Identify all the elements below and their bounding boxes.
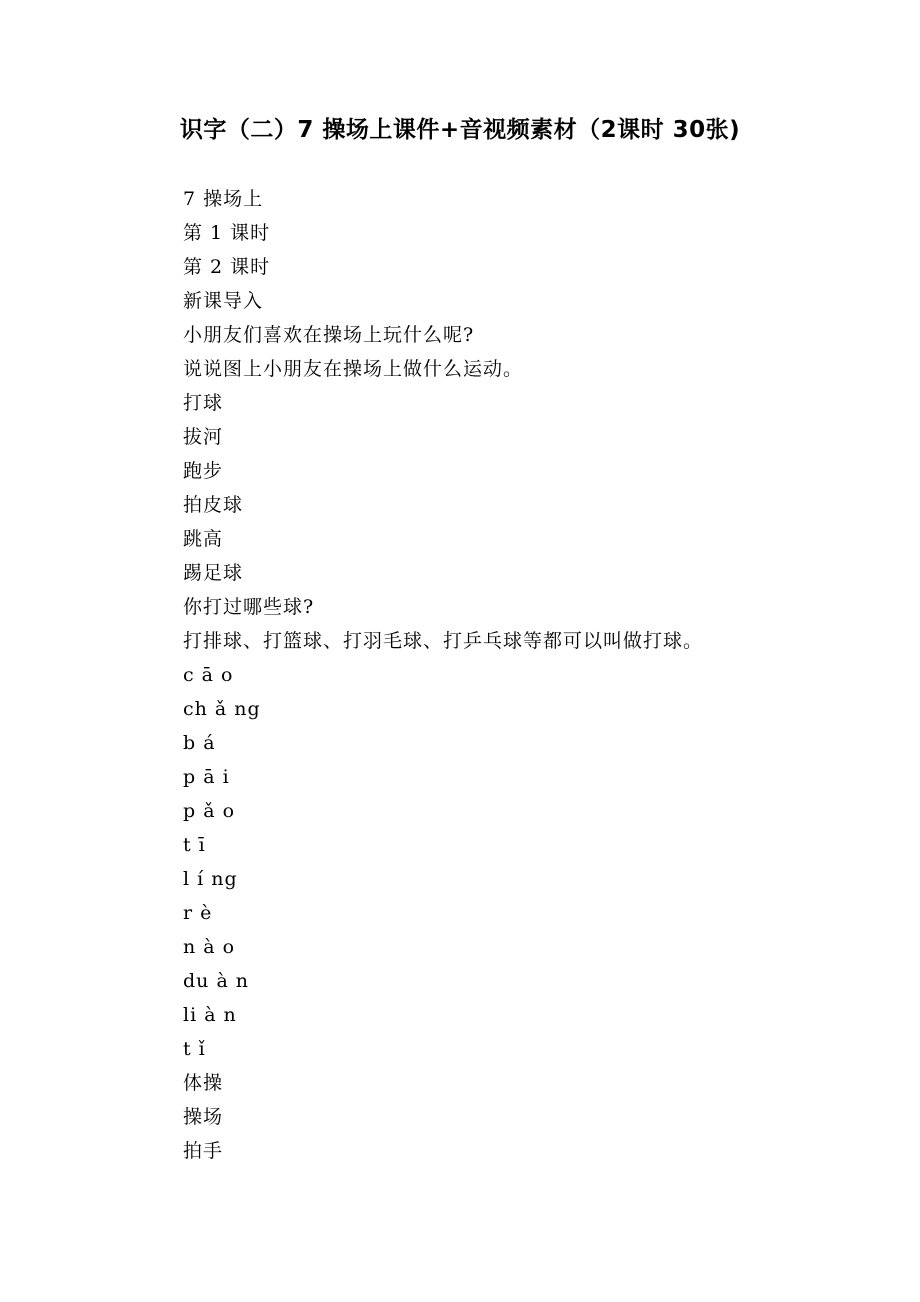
text-line: 第 2 课时 xyxy=(183,256,271,278)
text-line: 7 操场上 xyxy=(183,188,264,210)
text-line: 拔河 xyxy=(183,426,224,448)
text-line: 体操 xyxy=(183,1072,224,1094)
text-line: b á xyxy=(183,732,216,754)
text-line: t ǐ xyxy=(183,1038,206,1060)
text-line: p ā i xyxy=(183,766,230,788)
text-line: ch ǎ ng xyxy=(183,698,261,720)
text-line: 跑步 xyxy=(183,460,224,482)
text-line: 新课导入 xyxy=(183,290,264,312)
text-line: 打球 xyxy=(183,392,224,414)
document-body xyxy=(183,182,883,1168)
text-line: 第 1 课时 xyxy=(183,222,271,244)
text-line: 你打过哪些球? xyxy=(183,596,315,618)
text-line: 踢足球 xyxy=(183,562,244,584)
text-line: n à o xyxy=(183,936,236,958)
text-line: 操场 xyxy=(183,1106,224,1128)
text-line: c ā o xyxy=(183,664,234,686)
text-line: p ǎ o xyxy=(183,800,236,822)
text-line: 小朋友们喜欢在操场上玩什么呢? xyxy=(183,324,475,346)
text-line: 拍皮球 xyxy=(183,494,244,516)
text-line: 说说图上小朋友在操场上做什么运动。 xyxy=(183,358,524,380)
text-line: 跳高 xyxy=(183,528,224,550)
text-line: du à n xyxy=(183,970,250,992)
text-line: t ī xyxy=(183,834,206,856)
text-line: l í ng xyxy=(183,868,238,890)
text-line: 拍手 xyxy=(183,1140,224,1162)
text-line: li à n xyxy=(183,1004,237,1026)
text-line: r è xyxy=(183,902,213,924)
document-title: 识字（二）7 操场上课件+音视频素材（2课时 30张) xyxy=(179,117,741,143)
text-line: 打排球、打篮球、打羽毛球、打乒乓球等都可以叫做打球。 xyxy=(183,630,704,652)
